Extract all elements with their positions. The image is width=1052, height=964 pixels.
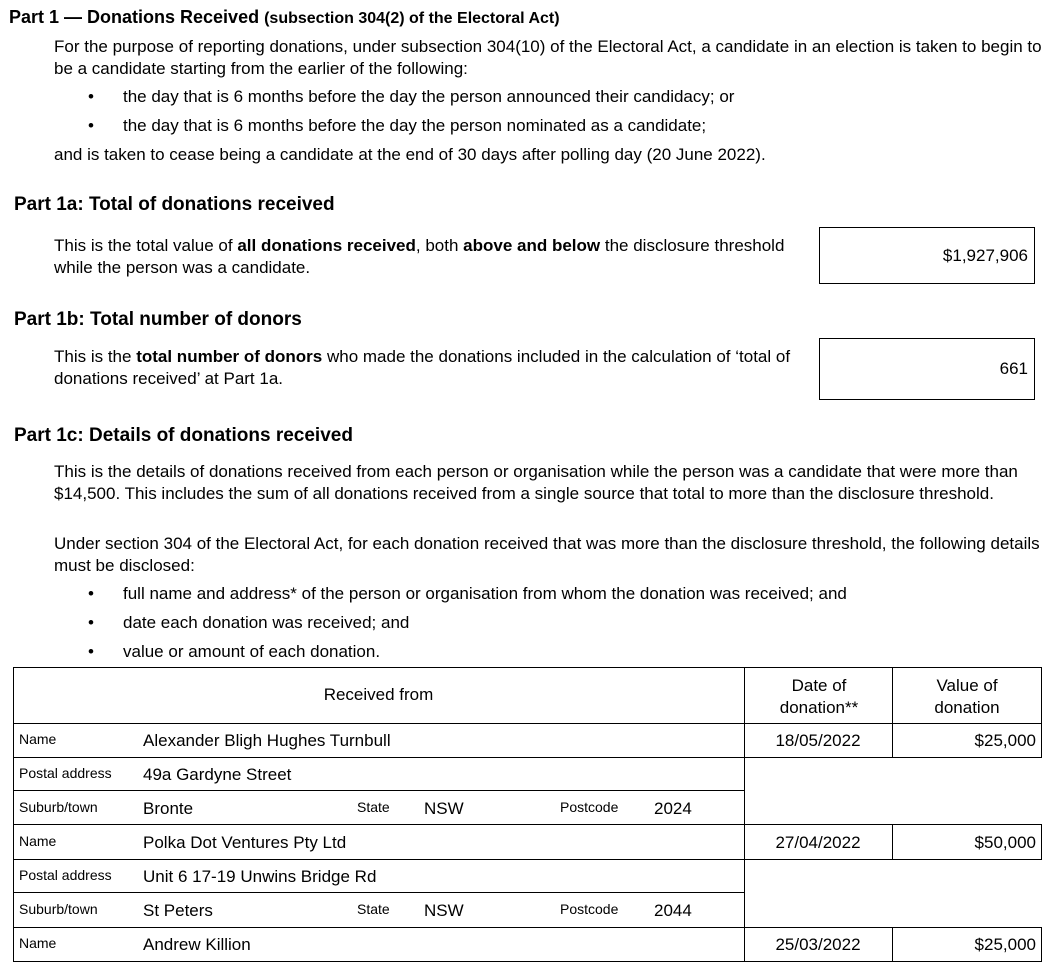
- part1c-para2: Under section 304 of the Electoral Act, for each donation received that was more than the disclosure threshold, the following details must be disclosed:: [54, 534, 1040, 575]
- part1-bullet: [88, 87, 734, 107]
- bullet-text: date each donation was received; and: [123, 613, 410, 632]
- bullet-text: the day that is 6 months before the day the person announced their candidacy; or: [123, 87, 735, 106]
- header-date: Date of donation**: [779, 676, 859, 717]
- postal-label: Postal address: [19, 867, 112, 883]
- donor-name: Polka Dot Ventures Pty Ltd: [143, 833, 347, 852]
- donation-date: 18/05/2022: [775, 731, 861, 750]
- part1c-para1: This is the details of donations received from each person or organisation while the person was a candidate that were more than $14,500. This includes the sum of all donations received from a single source that total to more than the disclosure threshold.: [54, 462, 1018, 503]
- donor-name: Andrew Killion: [143, 935, 251, 954]
- donor-address: 49a Gardyne Street: [143, 765, 292, 784]
- donation-value: $25,000: [974, 731, 1036, 750]
- part1c-bullet: [88, 613, 409, 633]
- donor-name: Alexander Bligh Hughes Turnbull: [143, 731, 391, 750]
- donor-postcode: 2024: [654, 799, 692, 818]
- bullet-icon: •: [88, 116, 94, 135]
- part1-closing: and is taken to cease being a candidate at the end of 30 days after polling day (20 June 2022).: [54, 145, 766, 164]
- bullet-icon: •: [88, 584, 94, 603]
- total-donors-value: 661: [819, 338, 1035, 400]
- name-label: Name: [19, 833, 57, 849]
- suburb-label: Suburb/town: [19, 799, 98, 815]
- part1b-text: This is the total number of donors who made the donations included in the calculation of ‘total of donations received’ at Part 1a.: [54, 347, 791, 388]
- part1c-title: Part 1c: Details of donations received: [14, 425, 353, 446]
- part1-intro: For the purpose of reporting donations, under subsection 304(10) of the Electoral Act, a candidate in an election is taken to begin to be a candidate starting from the earlier of the following:: [54, 37, 1042, 78]
- bullet-icon: •: [88, 87, 94, 106]
- part1-bullet: [88, 116, 706, 136]
- header-value: Value of donation: [934, 676, 1000, 717]
- name-label: Name: [19, 731, 57, 747]
- donor-postcode: 2044: [654, 901, 692, 920]
- state-label: State: [357, 799, 390, 815]
- postcode-label: Postcode: [560, 901, 619, 917]
- state-label: State: [357, 901, 390, 917]
- part1c-bullet: [88, 642, 380, 662]
- part1b-title: Part 1b: Total number of donors: [14, 309, 302, 330]
- part1-heading: [9, 7, 560, 28]
- donation-value: $50,000: [974, 833, 1036, 852]
- part1a-text: This is the total value of all donations received, both above and below the disclosure threshold while the person was a candidate.: [54, 236, 785, 277]
- donation-date: 25/03/2022: [775, 935, 861, 954]
- part1c-bullet: [88, 584, 847, 604]
- bullet-icon: •: [88, 613, 94, 632]
- donor-state: NSW: [424, 901, 464, 920]
- postcode-label: Postcode: [560, 799, 619, 815]
- bullet-text: full name and address* of the person or organisation from whom the donation was received; and: [123, 584, 847, 603]
- bullet-icon: •: [88, 642, 94, 661]
- part1a-title: Part 1a: Total of donations received: [14, 194, 335, 215]
- postal-label: Postal address: [19, 765, 112, 781]
- bullet-text: value or amount of each donation.: [123, 642, 381, 661]
- donation-date: 27/04/2022: [775, 833, 861, 852]
- header-received-from: Received from: [323, 685, 434, 704]
- donor-suburb: Bronte: [143, 799, 194, 818]
- bullet-text: the day that is 6 months before the day the person nominated as a candidate;: [123, 116, 707, 135]
- donor-address: Unit 6 17-19 Unwins Bridge Rd: [143, 867, 377, 886]
- donor-state: NSW: [424, 799, 464, 818]
- part1-subtitle: (subsection 304(2) of the Electoral Act): [264, 10, 560, 27]
- name-label: Name: [19, 935, 57, 951]
- donation-value: $25,000: [974, 935, 1036, 954]
- donor-suburb: St Peters: [143, 901, 213, 920]
- total-donations-value: $1,927,906: [819, 227, 1035, 284]
- suburb-label: Suburb/town: [19, 901, 98, 917]
- part1-title: Part 1 — Donations Received: [9, 7, 260, 27]
